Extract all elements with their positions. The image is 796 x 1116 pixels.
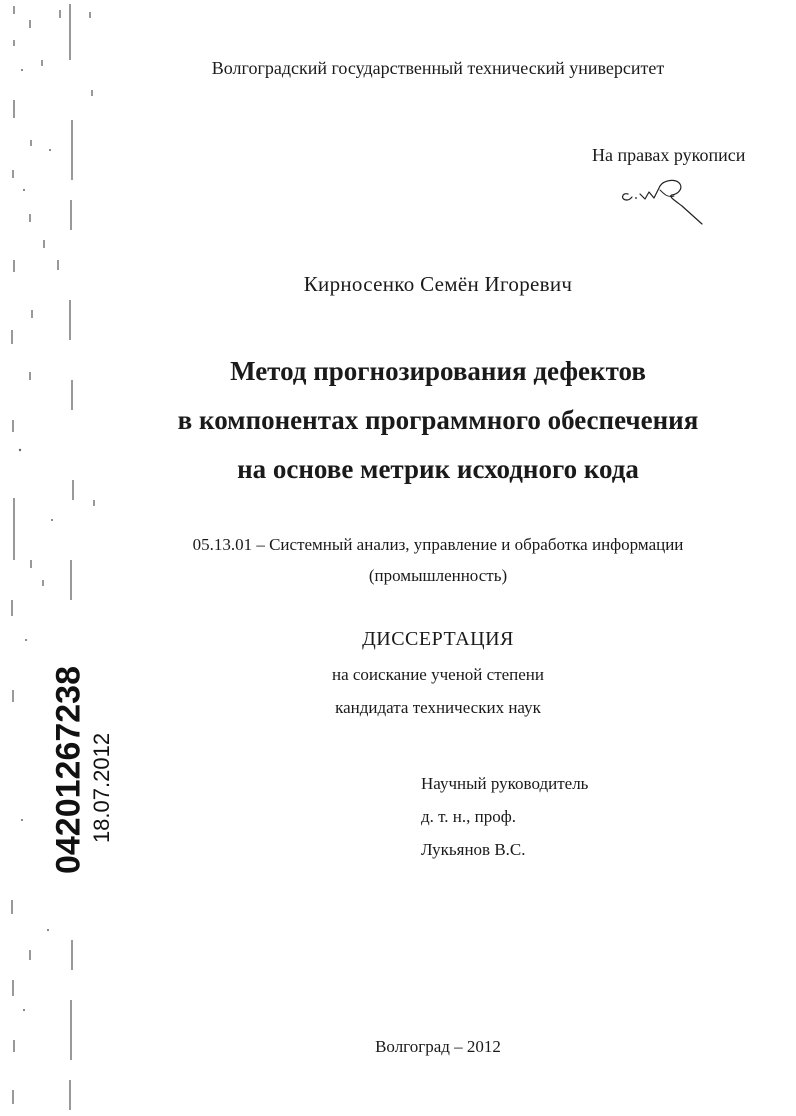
- library-stamp-code: 04201267238: [49, 665, 88, 875]
- handwritten-signature-icon: [616, 176, 708, 226]
- dissertation-title-line-1: Метод прогнозирования дефектов: [230, 356, 646, 386]
- specialty-code: 05.13.01 – Системный анализ, управление и обработка информации: [192, 535, 684, 554]
- university-name: Волгоградский государственный технический университет: [211, 58, 665, 78]
- dissertation-title-line-2: в компонентах программного обеспечения: [177, 405, 699, 435]
- library-stamp-date: 18.07.2012: [89, 732, 114, 844]
- degree-line-1: на соискание ученой степени: [331, 665, 545, 684]
- author-name: Кирносенко Семён Игоревич: [303, 272, 573, 296]
- dissertation-title-line-3: на основе метрик исходного кода: [237, 454, 639, 484]
- degree-line-2: кандидата технических наук: [335, 698, 541, 717]
- advisor-credentials: д. т. н., проф.: [421, 807, 517, 826]
- document-type: ДИССЕРТАЦИЯ: [362, 628, 514, 650]
- city-year: Волгоград – 2012: [375, 1037, 501, 1056]
- advisor-role: Научный руководитель: [421, 774, 589, 793]
- rights-note: На правах рукописи: [592, 145, 746, 165]
- specialty-industry: (промышленность): [368, 566, 508, 585]
- advisor-name: Лукьянов В.С.: [421, 840, 526, 859]
- scan-edge-marks: [0, 0, 110, 1116]
